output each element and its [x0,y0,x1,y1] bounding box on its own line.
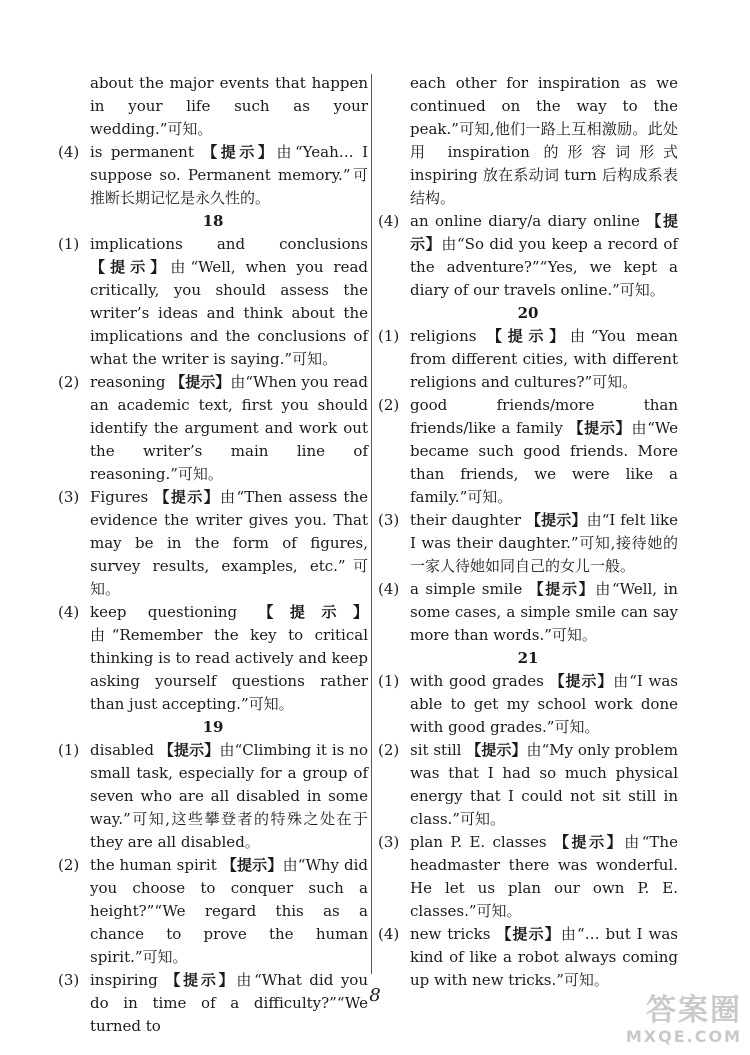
watermark-url: MXQE.COM [625,1027,742,1046]
hint-tag: 【提示】 [549,672,614,690]
answer-item [378,509,678,578]
item-number: (1) [58,741,80,759]
watermark-logo [592,995,742,1051]
item-number: (3) [378,833,400,851]
hint-text: 由“I felt like I was their daughter.”可知,接待她的一家人待她如同自己的女儿一般。 [410,511,678,575]
hint-tag: 【提示】 [553,833,625,851]
left-column [58,72,368,1038]
hint-tag: 【提示】 [154,488,221,506]
answer-text: with good grades [410,672,544,690]
item-number: (4) [58,603,80,621]
answer-text: an online diary/a diary online [410,212,640,230]
hint-text: 由“What did you do in time of a difficulty?”“We turned to [90,971,368,1035]
hint-text: 由“The headmaster there was wonderful. He let us plan our own P. E. classes.”可知。 [410,833,678,920]
hint-text: 由“… but I was kind of like a robot always coming up with new tricks.”可知。 [410,925,678,989]
section-heading: 19 [202,718,224,736]
hint-text: 由“Then assess the evidence the writer gives you. That may be in the form of figures, survey results, examples, etc.”可知。 [90,488,368,598]
item-number: (1) [378,672,400,690]
answer-text: reasoning [90,373,166,391]
section-heading: 20 [517,304,539,322]
hint-text: 由“Well, when you read critically, you should assess the writer’s ideas and think about the implications and the conclusions of what the writer is saying.”可知。 [90,258,368,368]
right-column [378,72,678,992]
answer-item [378,578,678,647]
answer-item [58,854,368,969]
answer-text: their daughter [410,511,521,529]
answer-item [378,670,678,739]
hint-text: 由“You mean from different cities, with different religions and cultures?”可知。 [410,327,678,391]
hint-tag: 【提示】 [221,856,283,874]
item-number: (3) [378,511,400,529]
item-number: (4) [378,580,400,598]
page-number: 8 [369,985,381,1006]
answer-item [378,394,678,509]
item-number: (1) [58,235,80,253]
hint-tag: 【提示】 [486,327,571,345]
hint-text: 由“Remember the key to critical thinking is to read actively and keep asking yourself questions rather than just accepting.”可知。 [90,626,368,713]
answer-continuation: each other for inspiration as we continued on the way to the peak.”可知,他们一路上互相激励。此处用 inspiration 的形容词形式 inspiring 放在系动词 turn 后构成系表结构。 [410,74,678,207]
hint-tag: 【提示】 [158,741,220,759]
answer-item [58,233,368,371]
hint-text: 由“We became such good friends. More than friends, we were like a family.”可知。 [410,419,678,506]
item-number: (1) [378,327,400,345]
hint-text: 由“Yeah… I suppose so. Permanent memory.”可推断长期记忆是永久性的。 [90,143,368,207]
answer-text: sit still [410,741,462,759]
answer-item [58,601,368,716]
answer-text: plan P. E. classes [410,833,547,851]
hint-tag: 【提示】 [568,419,632,437]
answer-text: new tricks [410,925,491,943]
hint-tag: 【提示】 [496,925,561,943]
hint-tag: 【提示】 [528,580,596,598]
hint-text: 由“Why did you choose to conquer such a height?”“We regard this as a chance to prove the human spirit.”可知。 [90,856,368,966]
hint-tag: 【提示】 [525,511,587,529]
hint-tag: 【提示】 [466,741,527,759]
answer-item [378,739,678,831]
answer-item [378,210,678,302]
answer-text: disabled [90,741,154,759]
item-number: (2) [58,373,80,391]
answer-continuation: about the major events that happen in your life such as your wedding.”可知。 [90,74,368,138]
item-number: (3) [58,488,80,506]
item-number: (2) [58,856,80,874]
hint-tag: 【提示】 [410,212,678,253]
section-heading: 18 [202,212,224,230]
item-number: (2) [378,396,400,414]
answer-text: Figures [90,488,149,506]
answer-item [58,739,368,854]
hint-text: 由“Well, in some cases, a simple smile can say more than words.”可知。 [410,580,678,644]
hint-text: 由“Climbing it is no small task, especially for a group of seven who are all disabled in some way.”可知,这些攀登者的特殊之处在于 they are all disabled。 [90,741,368,851]
answer-text: good friends/more than friends/like a family [410,396,678,437]
answer-item [58,371,368,486]
hint-text: 由“I was able to get my school work done with good grades.”可知。 [410,672,678,736]
answer-text: religions [410,327,477,345]
column-divider [371,74,372,974]
item-number: (3) [58,971,80,989]
item-number: (4) [58,143,80,161]
answer-text: inspiring [90,971,158,989]
hint-tag: 【提示】 [165,971,237,989]
hint-tag: 【提示】 [202,143,277,161]
hint-tag: 【提示】 [258,603,368,621]
answer-item [58,486,368,601]
answer-text: keep questioning [90,603,238,621]
hint-tag: 【提示】 [90,258,171,276]
answer-text: implications and conclusions [90,235,368,253]
item-number: (4) [378,212,400,230]
hint-text: 由“My only problem was that I had so much physical energy that I could not sit still in class.”可知。 [410,741,678,828]
answer-text: the human spirit [90,856,217,874]
answer-item [378,923,678,992]
hint-text: 由“When you read an academic text, first you should identify the argument and work out the writer’s main line of reasoning.”可知。 [90,373,368,483]
answer-text: a simple smile [410,580,523,598]
answer-item [378,831,678,923]
hint-text: 由“So did you keep a record of the adventure?”“Yes, we kept a diary of our travels online.”可知。 [410,235,678,299]
watermark-title: 答案圈 [646,993,742,1028]
item-number: (2) [378,741,400,759]
section-heading: 21 [517,649,539,667]
answer-item [378,325,678,394]
answer-item [58,141,368,210]
answer-text: is permanent [90,143,194,161]
item-number: (4) [378,925,400,943]
hint-tag: 【提示】 [170,373,231,391]
